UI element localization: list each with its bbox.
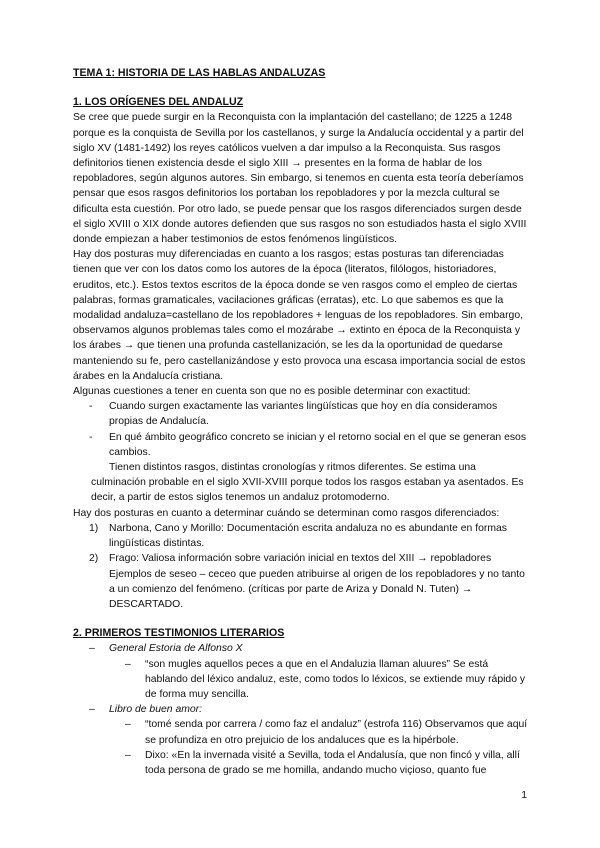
section-2-title: 2. PRIMEROS TESTIMONIOS LITERARIOS: [73, 627, 285, 640]
list-item: [89, 551, 528, 612]
list-number: 1): [89, 522, 99, 534]
list-bullet: –: [89, 704, 95, 716]
section-1-title: 1. LOS ORÍGENES DEL ANDALUZ: [73, 96, 244, 109]
list-item: - En qué ámbito geográfico concreto se inician y el retorno social en el que se generan esos cambios.: [89, 430, 528, 460]
sub-list-text: Dixo: «En la invernada visité a Sevilla, toda el Andalusía, que non fincó y villa, allí toda persona de grado se me homilla, andando mucho viçioso, quanto fue: [145, 749, 520, 776]
document-page: [73, 66, 528, 778]
section-1-paragraph-5: Hay dos posturas en cuanto a determinar cuándo se determinan como rasgos diferenciados:: [73, 507, 500, 519]
list-bullet: –: [125, 719, 131, 731]
testimonies-list: [73, 641, 528, 778]
page-number: 1: [521, 790, 527, 801]
section-1-paragraph-2: Hay dos posturas muy diferenciadas en cuanto a los rasgos; estas posturas tan diferenciadas tienen que ver con los datos como los autores de la época (literatos, filólogos, historiadores, eruditos, etc.). Estos textos escritos de la época donde se ven rasgos como el empleo de ciertas palabras, formas gramaticales, vacilaciones gráficas (erratas), etc. Lo que sabemos es que la modalidad andaluza=castellano de los repobladores + lenguas de los repobladores. Sin embargo, observamos algunos problemas tales como el mozárabe → extinto en época de la Reconquista y los árabes → que tienen una profunda castellanización, se les da la oportunidad de quedarse manteniendo su fe, pero castellanizándose y esto provoca una escasa importancia social de estos árabes en la Andalucía cristiana.: [73, 249, 526, 382]
section-1-paragraph-4b: culminación probable en el siglo XVII-XVIII porque todos los rasgos estaban ya asentados. Es decir, a partir de estos siglos tenemos un andaluz protomoderno.: [91, 477, 524, 504]
sub-list-item: [125, 748, 528, 778]
list-item-text: Frago: Valiosa información sobre variación inicial en textos del XIII → repobladores Ejemplos de seseo – ceceo que pueden atribuirse al origen de los repobladores y no tanto a un comienzo del fenómeno. (críticas por parte de Ariza y Donald N. Tuten) → DESCARTADO.: [109, 553, 525, 610]
list-item: [89, 702, 528, 778]
list-bullet: –: [125, 749, 131, 761]
work-title: General Estoria de Alfonso X: [109, 643, 243, 655]
sub-list-item: [125, 657, 528, 703]
list-item: [89, 641, 528, 702]
section-1-paragraph-4a: Tienen distintos rasgos, distintas cronologías y ritmos diferentes. Se estima una: [109, 462, 476, 474]
sub-list-text: “son mugles aquellos peces a que en el Andaluzia llaman aluures” Se está hablando del léxico andaluz, este, como todos lo léxicos, se extiende muy rápido y de forma muy sencilla.: [145, 658, 526, 700]
sub-list-text: “tomé senda por carrera / como faz el andaluz” (estrofa 116) Observamos que aquí se profundiza en otro prejuicio de los andaluces que es la hipérbole.: [145, 719, 528, 746]
list-item-text: Narbona, Cano y Morillo: Documentación escrita andaluza no es abundante en formas lingüísticas distintas.: [109, 522, 507, 550]
questions-list: [73, 399, 528, 460]
postures-list: [73, 521, 528, 612]
section-1-paragraph-1: Se cree que puede surgir en la Reconquista con la implantación del castellano; de 1225 a 1248 porque es la conquista de Sevilla por los castellanos, y surge la Andalucía occidental y a partir del siglo XV (1481-1492) los reyes católicos vuelven a dar impulso a la Reconquista. Sus rasgos definitorios tienen existencia desde el siglo XIII → presentes en la forma de hablar de los repobladores, según algunos autores. Sin embargo, si tenemos en cuenta esta teoría deberíamos pensar que esos rasgos definitorios los portaban los repobladores y por la mezcla cultural se dificulta esta cuestión. Por otro lado, se puede pensar que los rasgos diferenciados surgen desde el siglo XVIII o XIX donde autores defienden que sus rasgos no son estudiados hasta el siglo XVIII donde empiezan a haber testimonios de estos fenómenos lingüísticos.: [73, 112, 527, 246]
list-bullet: –: [125, 658, 131, 670]
list-number: 2): [89, 553, 99, 565]
document-title: TEMA 1: HISTORIA DE LAS HABLAS ANDALUZAS: [73, 67, 326, 79]
sub-list-item: [125, 717, 528, 747]
list-item: [89, 521, 528, 551]
sub-list: [109, 657, 528, 703]
section-1-paragraph-3: Algunas cuestiones a tener en cuenta son que no es posible determinar con exactitud:: [73, 386, 471, 398]
work-title: Libro de buen amor:: [109, 704, 202, 716]
list-bullet: –: [89, 643, 95, 655]
sub-list: [109, 717, 528, 778]
list-item: - Cuando surgen exactamente las variantes lingüísticas que hoy en día consideramos propias de Andalucía.: [89, 399, 528, 429]
